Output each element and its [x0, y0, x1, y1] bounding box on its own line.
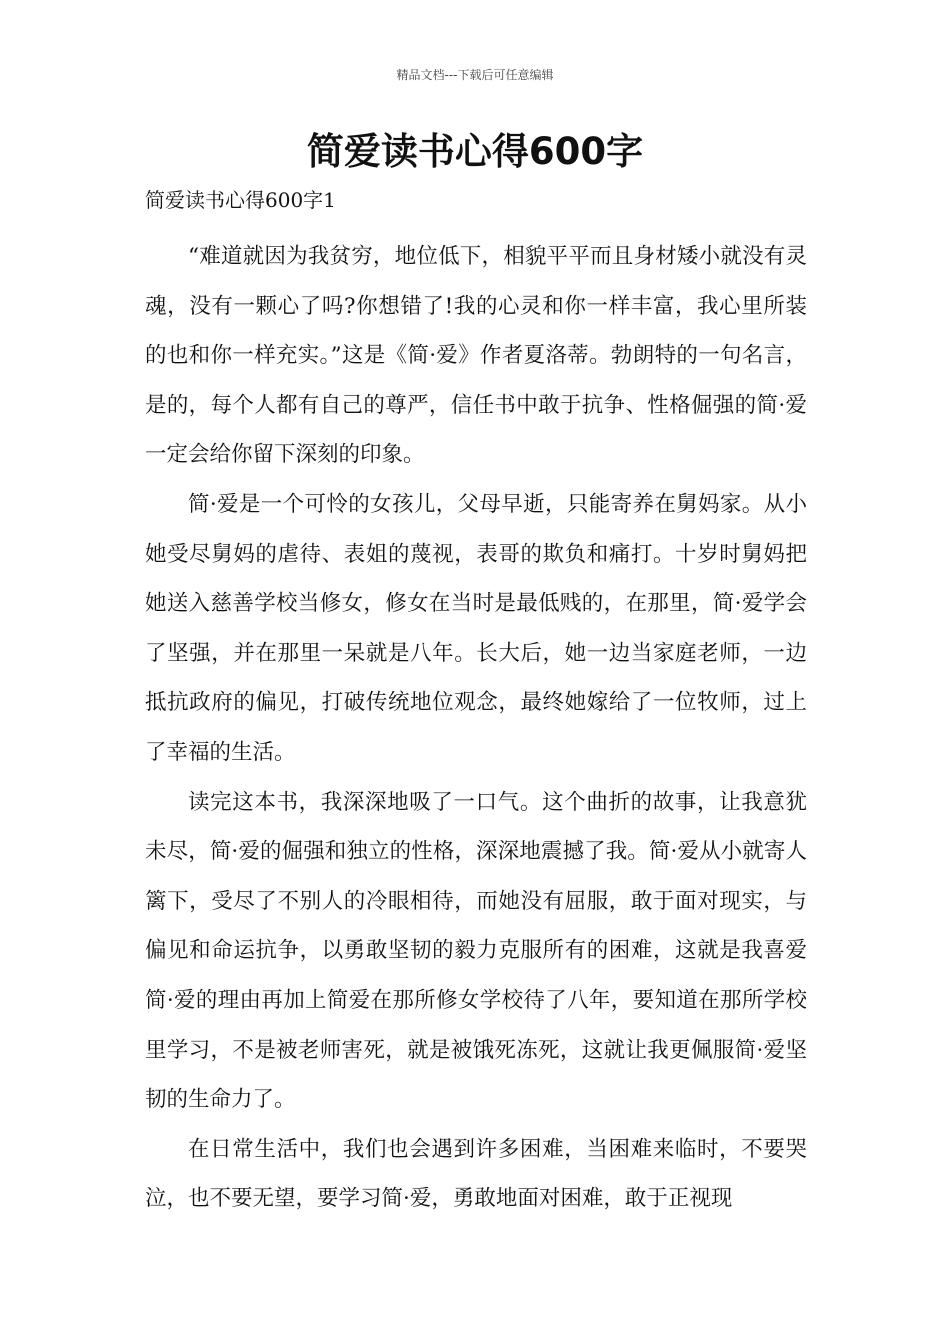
body-text	[145, 232, 807, 1224]
header-note: 精品文档---下载后可任意编辑	[396, 68, 554, 82]
paragraph-3: 读完这本书，我深深地吸了一口气。这个曲折的故事，让我意犹未尽，简·爱的倔强和独立的性格，深深地震撼了我。简·爱从小就寄人篱下，受尽了不别人的冷眼相待，而她没有屈服，敢于面对现实，与偏见和命运抗争，以勇敢坚韧的毅力克服所有的困难，这就是我喜爱简·爱的理由再加上简爱在那所修女学校待了八年，要知道在那所学校里学习，不是被老师害死，就是被饿死冻死，这就让我更佩服简·爱坚韧的生命力了。	[145, 789, 807, 1113]
page-title: 简爱读书心得600字	[306, 130, 644, 173]
section-subtitle: 简爱读书心得600字1	[145, 188, 336, 212]
paragraph-1: “难道就因为我贫穷，地位低下，相貌平平而且身材矮小就没有灵魂，没有一颗心了吗?你想错了!我的心灵和你一样丰富，我心里所装的也和你一样充实。”这是《简·爱》作者夏洛蒂。勃朗特的一句名言，是的，每个人都有自己的尊严，信任书中敢于抗争、性格倔强的简·爱一定会给你留下深刻的印象。	[145, 244, 807, 468]
paragraph-4: 在日常生活中，我们也会遇到许多困难，当困难来临时，不要哭泣，也不要无望，要学习简·爱，勇敢地面对困难，敢于正视现	[145, 1136, 807, 1212]
paragraph-2: 简·爱是一个可怜的女孩儿，父母早逝，只能寄养在舅妈家。从小她受尽舅妈的虐待、表姐的蔑视，表哥的欺负和痛打。十岁时舅妈把她送入慈善学校当修女，修女在当时是最低贱的，在那里，简·爱学会了坚强，并在那里一呆就是八年。长大后，她一边当家庭老师，一边抵抗政府的偏见，打破传统地位观念，最终她嫁给了一位牧师，过上了幸福的生活。	[145, 491, 807, 765]
